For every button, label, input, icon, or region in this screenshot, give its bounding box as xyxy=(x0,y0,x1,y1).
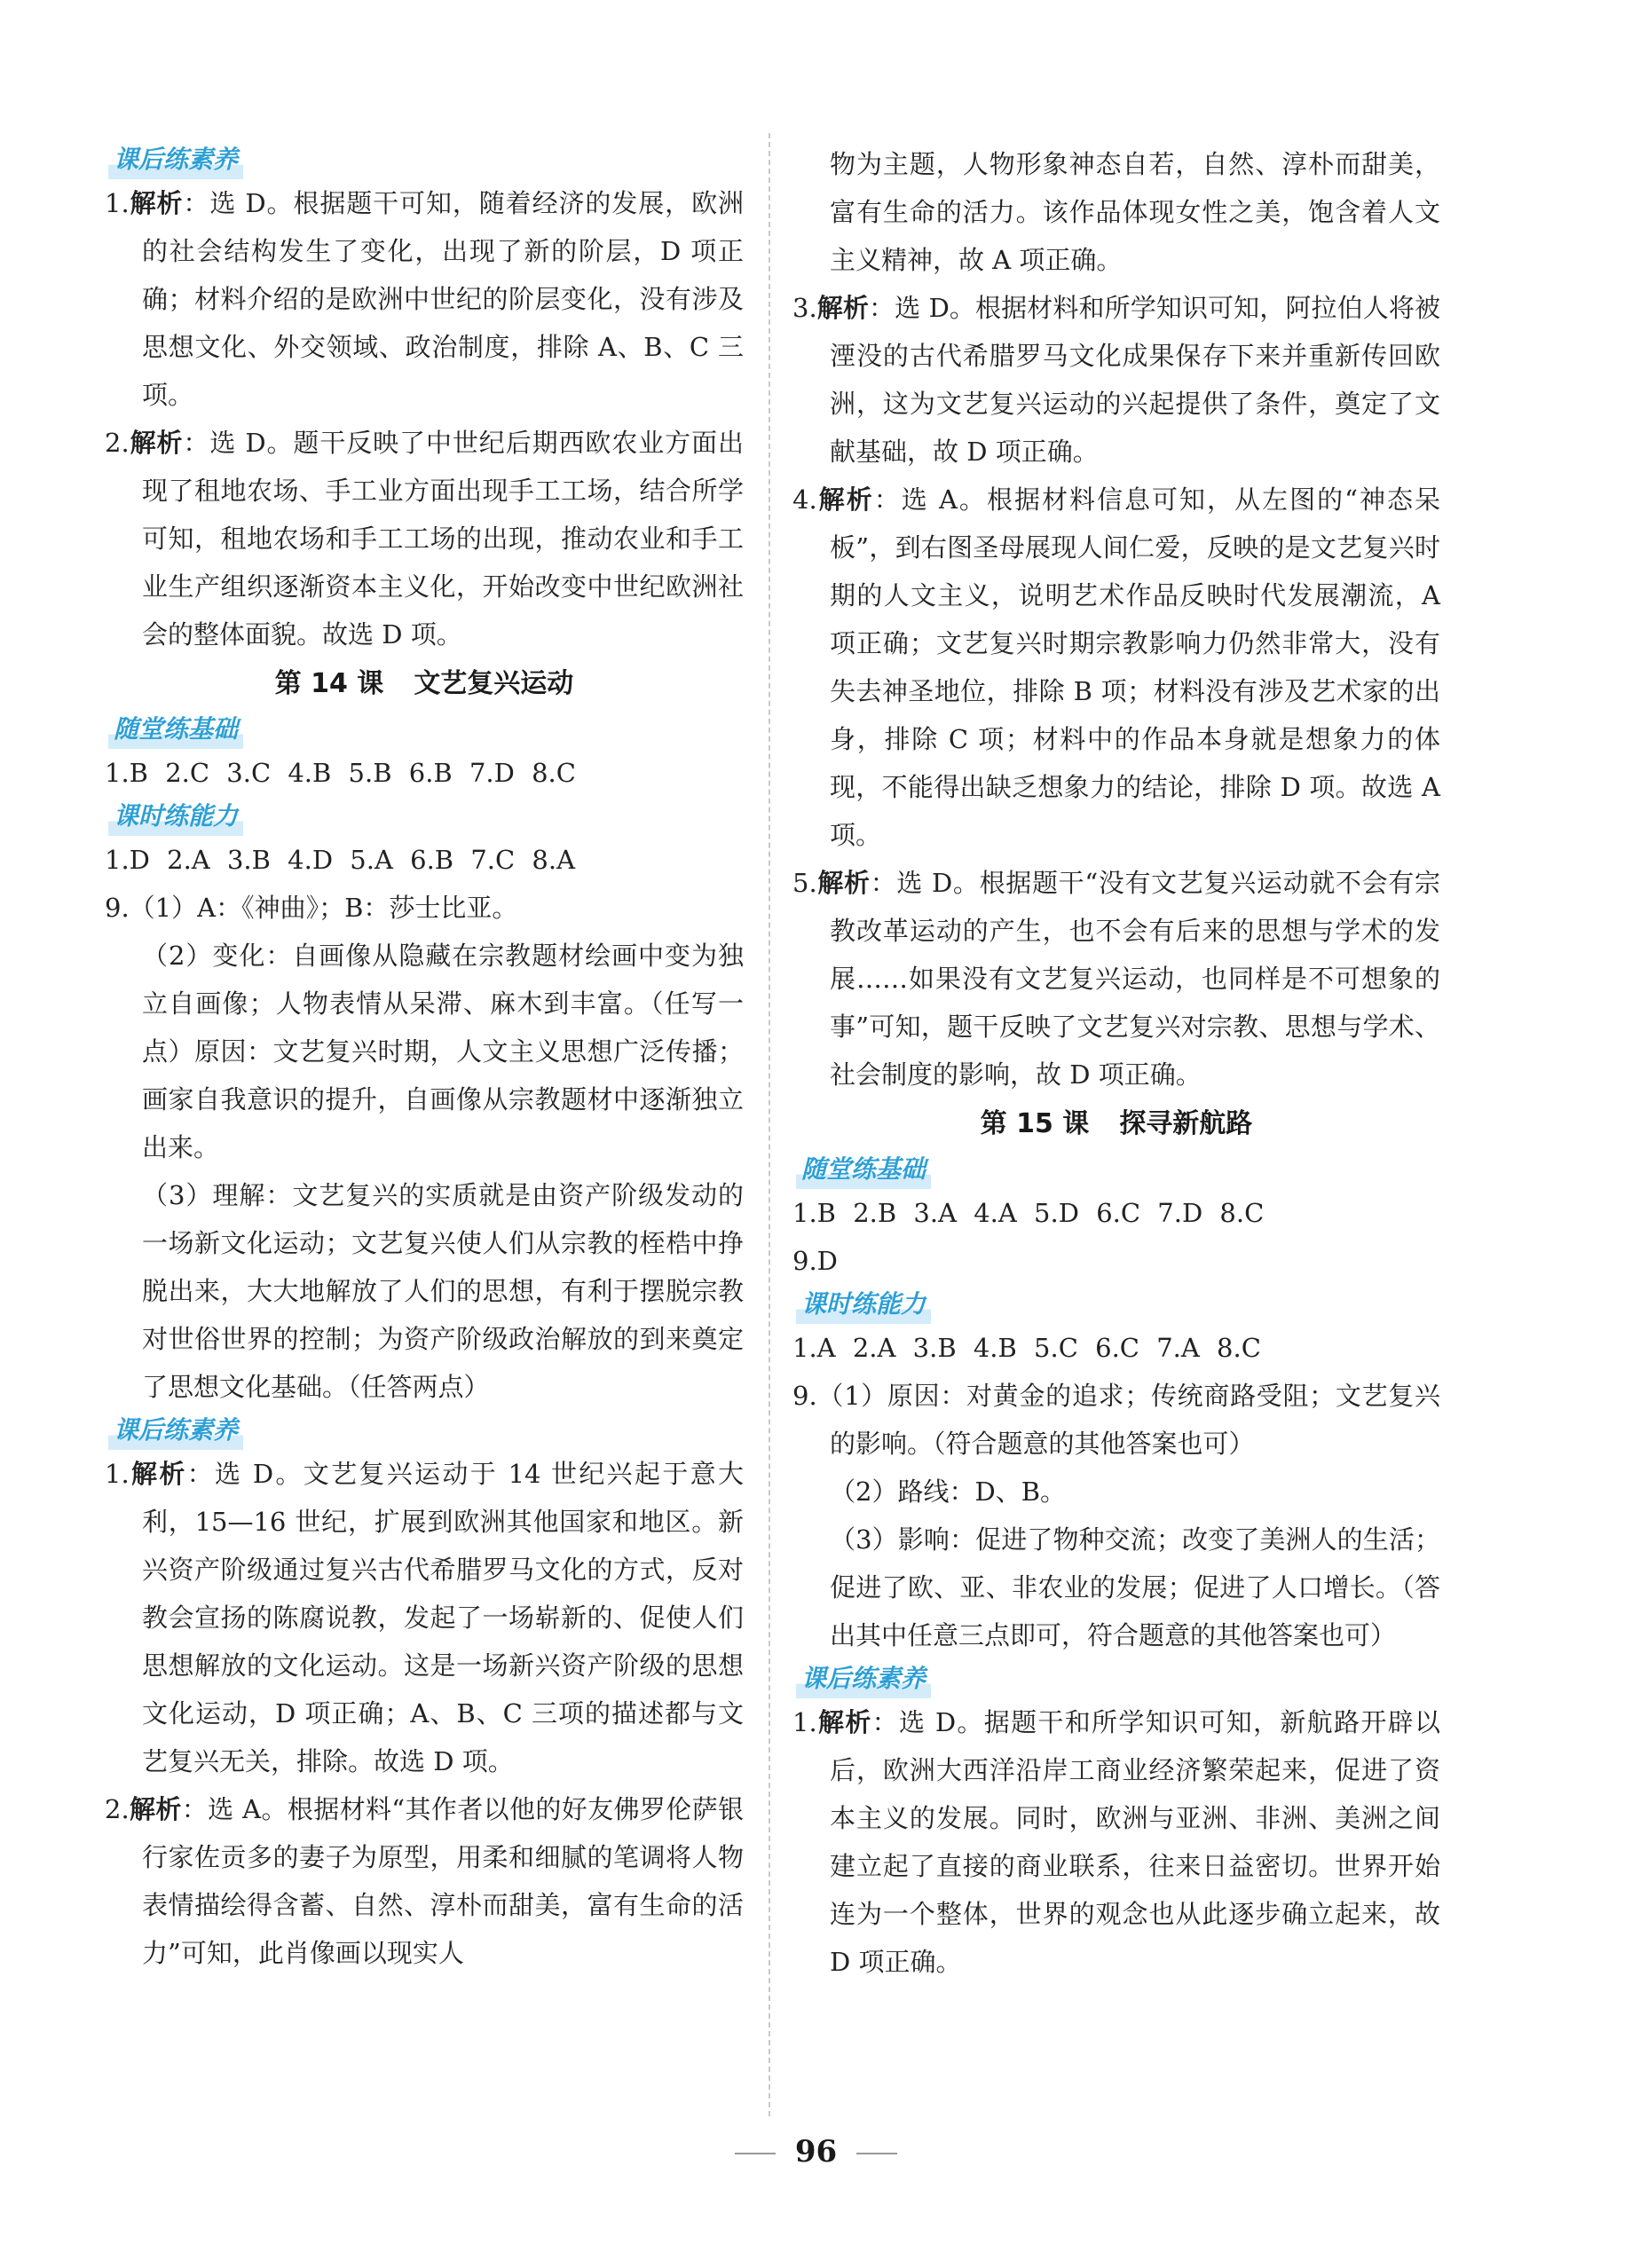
answer-item: 1.解析：选 D。文艺复兴运动于 14 世纪兴起于意大利，15—16 世纪，扩展到欧洲其他国家和地区。新兴资产阶级通过复兴古代希腊罗马文化的方式，反对教会宣扬的陈腐说教，发起了一场崭新的、促使人们思想解放的文化运动。这是一场新兴资产阶级的思想文化运动，D 项正确；A、B、C 三项的描述都与文艺复兴无关，排除。故选 D 项。 xyxy=(105,1459,744,1776)
answer-subitem: （2）变化：自画像从隐藏在宗教题材绘画中变为独立自画像；人物表情从呆滞、麻木到丰富。（任写一点）原因：文艺复兴时期，人文主义思想广泛传播；画家自我意识的提升，自画像从宗教题材中逐渐独立出来。 xyxy=(142,941,744,1162)
section-title: 课后练素养 xyxy=(108,140,243,179)
section-title: 课时练能力 xyxy=(108,797,243,836)
section-title: 随堂练基础 xyxy=(796,1150,931,1189)
section-title: 随堂练基础 xyxy=(108,710,243,749)
answer-subitem: （3）影响：促进了物种交流；改变了美洲人的生活；促进了欧、亚、非农业的发展；促进了人口增长。（答出其中任意三点即可，符合题意的其他答案也可） xyxy=(830,1524,1440,1650)
answer-key: 9.D xyxy=(792,1246,838,1276)
analysis-label: 解析 xyxy=(129,1459,187,1489)
analysis-label: 解析 xyxy=(129,428,184,458)
answer-subitem: （3）理解：文艺复兴的实质就是由资产阶级发动的一场新文化运动；文艺复兴使人们从宗教的桎梏中挣脱出来，大大地解放了人们的思想，有利于摆脱宗教对世俗世界的控制；为资产阶级政治解放的到来奠定了思想文化基础。（任答两点） xyxy=(142,1180,744,1402)
lesson-heading: 第 14 课 文艺复兴运动 xyxy=(274,668,574,699)
answer-item: 9.（1）A：《神曲》；B：莎士比亚。 xyxy=(105,893,518,923)
analysis-label: 解析 xyxy=(816,1707,872,1737)
answer-item: 9.（1）原因：对黄金的追求；传统商路受阻；文艺复兴的影响。（符合题意的其他答案也可） xyxy=(792,1381,1440,1459)
answer-key: 1.B 2.C 3.C 4.B 5.B 6.B 7.D 8.C xyxy=(105,758,576,788)
analysis-label: 解析 xyxy=(129,188,184,218)
answer-item: 1.解析：选 D。据题干和所学知识可知，新航路开辟以后，欧洲大西洋沿岸工商业经济繁荣起来，促进了资本主义的发展。同时，欧洲与亚洲、非洲、美洲之间建立起了直接的商业联系，往来日益密切。世界开始连为一个整体，世界的观念也从此逐步确立起来，故 D 项正确。 xyxy=(792,1707,1440,1977)
lesson-heading: 第 15 课 探寻新航路 xyxy=(980,1108,1253,1139)
answer-key: 1.D 2.A 3.B 4.D 5.A 6.B 7.C 8.A xyxy=(105,845,576,875)
answer-item: 2.解析：选 A。根据材料“其作者以他的好友佛罗伦萨银行家佐贡多的妻子为原型，用柔和细腻的笔调将人物表情描绘得含蓄、自然、淳朴而甜美，富有生命的活力”可知，此肖像画以现实人 xyxy=(105,1794,744,1968)
section-title: 课后练素养 xyxy=(108,1411,243,1450)
answer-subitem: （2）路线：D、B。 xyxy=(830,1477,1067,1507)
answer-item: 4.解析：选 A。根据材料信息可知，从左图的“神态呆板”，到右图圣母展现人间仁爱，反映的是文艺复兴时期的人文主义，说明艺术作品反映时代发展潮流，A 项正确；文艺复兴时期宗教影响力仍然非常大，没有失去神圣地位，排除 B 项；材料没有涉及艺术家的出身，排除 C 项；材料中的作品本身就是想象力的体现，不能得出缺乏想象力的结论，排除 D 项。故选 A 项。 xyxy=(792,484,1440,850)
page-number: 96 xyxy=(0,2134,1632,2170)
right-column xyxy=(792,140,1440,1986)
left-column xyxy=(105,140,744,1977)
analysis-label: 解析 xyxy=(816,484,874,515)
answer-item: 3.解析：选 D。根据材料和所学知识可知，阿拉伯人将被湮没的古代希腊罗马文化成果保存下来并重新传回欧洲，这为文艺复兴运动的兴起提供了条件，奠定了文献基础，故 D 项正确。 xyxy=(792,293,1440,467)
answer-continuation: 物为主题，人物形象神态自若，自然、淳朴而甜美，富有生命的活力。该作品体现女性之美，饱含着人文主义精神，故 A 项正确。 xyxy=(830,149,1440,275)
column-divider xyxy=(769,133,770,2116)
analysis-label: 解析 xyxy=(816,868,871,898)
section-title: 课后练素养 xyxy=(796,1659,931,1698)
section-title: 课时练能力 xyxy=(796,1285,931,1324)
answer-item: 1.解析：选 D。根据题干可知，随着经济的发展，欧洲的社会结构发生了变化，出现了新的阶层，D 项正确；材料介绍的是欧洲中世纪的阶层变化，没有涉及思想文化、外交领域、政治制度，排除 A、B、C 三项。 xyxy=(105,188,744,410)
answer-key: 1.B 2.B 3.A 4.A 5.D 6.C 7.D 8.C xyxy=(792,1198,1265,1228)
answer-item: 2.解析：选 D。题干反映了中世纪后期西欧农业方面出现了租地农场、手工业方面出现手工工场，结合所学可知，租地农场和手工工场的出现，推动农业和手工业生产组织逐渐资本主义化，开始改变中世纪欧洲社会的整体面貌。故选 D 项。 xyxy=(105,428,744,650)
answer-key: 1.A 2.A 3.B 4.B 5.C 6.C 7.A 8.C xyxy=(792,1333,1261,1363)
analysis-label: 解析 xyxy=(816,293,870,323)
answer-item: 5.解析：选 D。根据题干“没有文艺复兴运动就不会有宗教改革运动的产生，也不会有后来的思想与学术的发展……如果没有文艺复兴运动，也同样是不可想象的事”可知，题干反映了文艺复兴对宗教、思想与学术、社会制度的影响，故 D 项正确。 xyxy=(792,868,1440,1090)
analysis-label: 解析 xyxy=(129,1794,182,1824)
